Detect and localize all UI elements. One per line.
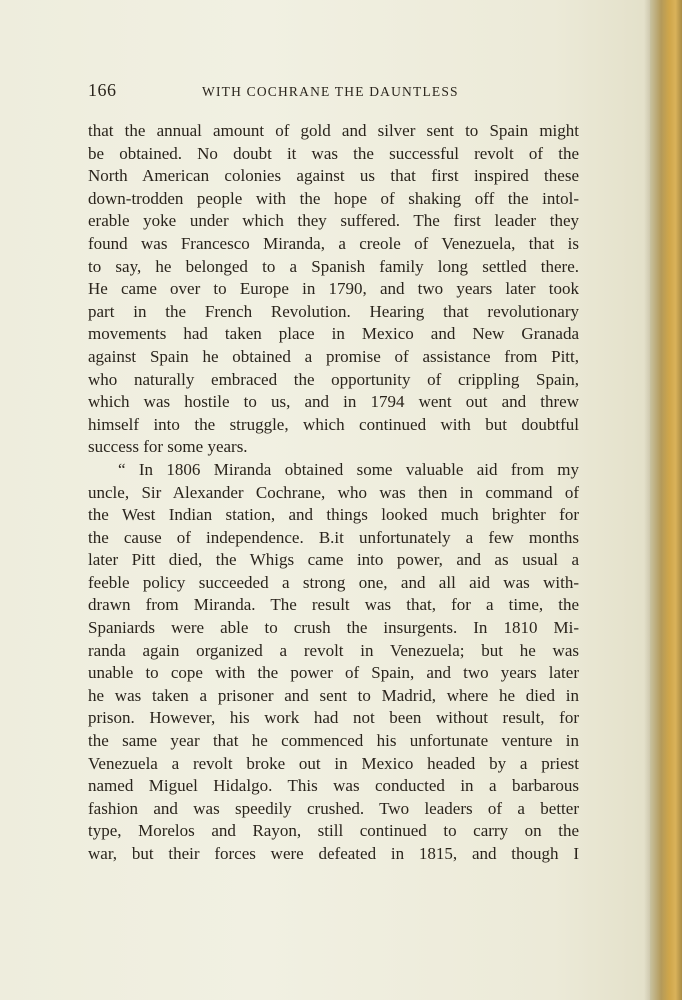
page-number: 166: [88, 80, 117, 100]
text-line: randa again organized a revolt in Venezuela; but he was: [88, 640, 579, 660]
text-line: fashion and was speedily crushed. Two leaders of a better: [88, 798, 579, 818]
body-text: [88, 120, 579, 866]
text-line: success for some years.: [88, 437, 248, 457]
text-line: “ In 1806 Miranda obtained some valuable aid from my: [118, 459, 579, 479]
text-line: that the annual amount of gold and silver sent to Spain might: [88, 121, 579, 140]
text-line: found was Francesco Miranda, a creole of Venezuela, that is: [88, 233, 579, 253]
text-line: unable to cope with the power of Spain, and two years later: [88, 663, 579, 683]
text-line: to say, he belonged to a Spanish family long settled there.: [88, 256, 579, 276]
text-line: He came over to Europe in 1790, and two years later took: [88, 279, 579, 299]
text-line: the West Indian station, and things looked much brighter for: [88, 505, 579, 525]
text-line: be obtained. No doubt it was the successful revolt of the: [88, 143, 579, 163]
text-line: feeble policy succeeded a strong one, and all aid was with-: [88, 572, 579, 592]
text-line: Spaniards were able to crush the insurgents. In 1810 Mi-: [88, 618, 579, 638]
text-line: which was hostile to us, and in 1794 went out and threw: [88, 392, 579, 412]
text-line: down-trodden people with the hope of shaking off the intol-: [88, 188, 579, 208]
text-line: prison. However, his work had not been without result, for: [88, 708, 579, 728]
text-line: Venezuela a revolt broke out in Mexico headed by a priest: [88, 753, 579, 773]
text-line: named Miguel Hidalgo. This was conducted in a barbarous: [88, 776, 579, 796]
book-edge: [650, 0, 682, 1000]
text-line: drawn from Miranda. The result was that, for a time, the: [88, 595, 579, 615]
text-line: North American colonies against us that first inspired these: [88, 166, 579, 186]
text-line: the cause of independence. B.it unfortunately a few months: [88, 527, 579, 547]
text-line: against Spain he obtained a promise of assistance from Pitt,: [88, 346, 579, 366]
text-line: himself into the struggle, which continued with but doubtful: [88, 414, 579, 434]
page-header: [88, 80, 578, 102]
text-line: who naturally embraced the opportunity of crippling Spain,: [88, 369, 579, 389]
text-line: erable yoke under which they suffered. The first leader they: [88, 211, 579, 231]
text-line: the same year that he commenced his unfortunate venture in: [88, 731, 579, 751]
text-line: war, but their forces were defeated in 1815, and though I: [88, 844, 579, 863]
text-line: he was taken a prisoner and sent to Madrid, where he died in: [88, 685, 579, 705]
text-line: uncle, Sir Alexander Cochrane, who was then in command of: [88, 482, 579, 502]
text-line: type, Morelos and Rayon, still continued to carry on the: [88, 821, 579, 841]
running-head: WITH COCHRANE THE DAUNTLESS: [202, 84, 459, 99]
text-line: later Pitt died, the Whigs came into power, and as usual a: [88, 550, 579, 570]
text-line: part in the French Revolution. Hearing that revolutionary: [88, 301, 579, 321]
text-line: movements had taken place in Mexico and New Granada: [88, 324, 579, 344]
